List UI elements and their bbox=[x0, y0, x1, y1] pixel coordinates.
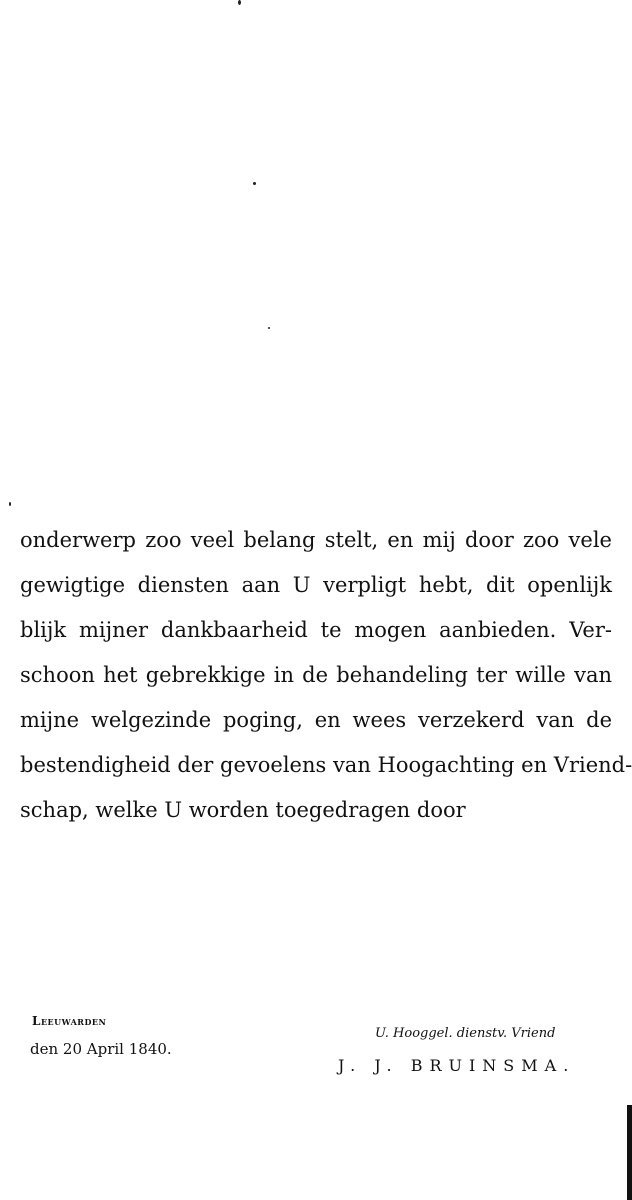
ink-speck bbox=[9, 502, 11, 506]
letter-line: schoon het gebrekkige in de behandeling ter wille van bbox=[20, 663, 612, 687]
letter-line: bestendigheid der gevoelens van Hoogachting en Vriend- bbox=[20, 753, 632, 777]
ink-speck bbox=[268, 327, 270, 329]
dateline-place: Leeuwarden bbox=[32, 1014, 107, 1028]
letter-body bbox=[20, 518, 632, 833]
page-edge-shadow bbox=[627, 1105, 632, 1200]
letter-line: onderwerp zoo veel belang stelt, en mij door zoo vele bbox=[20, 528, 612, 552]
ink-speck bbox=[238, 0, 241, 5]
letter-line: mijne welgezinde poging, en wees verzekerd van de bbox=[20, 708, 612, 732]
ink-speck bbox=[253, 182, 256, 185]
letter-line: blijk mijner dankbaarheid te mogen aanbieden. Ver- bbox=[20, 618, 612, 642]
dateline-date: den 20 April 1840. bbox=[30, 1040, 172, 1058]
letter-line: schap, welke U worden toegedragen door bbox=[20, 798, 466, 822]
signature-name: J. J. BRUINSMA. bbox=[338, 1056, 576, 1075]
letter-line: gewigtige diensten aan U verpligt hebt, dit openlijk bbox=[20, 573, 612, 597]
closing-phrase: U. Hooggel. dienstv. Vriend bbox=[375, 1026, 556, 1041]
